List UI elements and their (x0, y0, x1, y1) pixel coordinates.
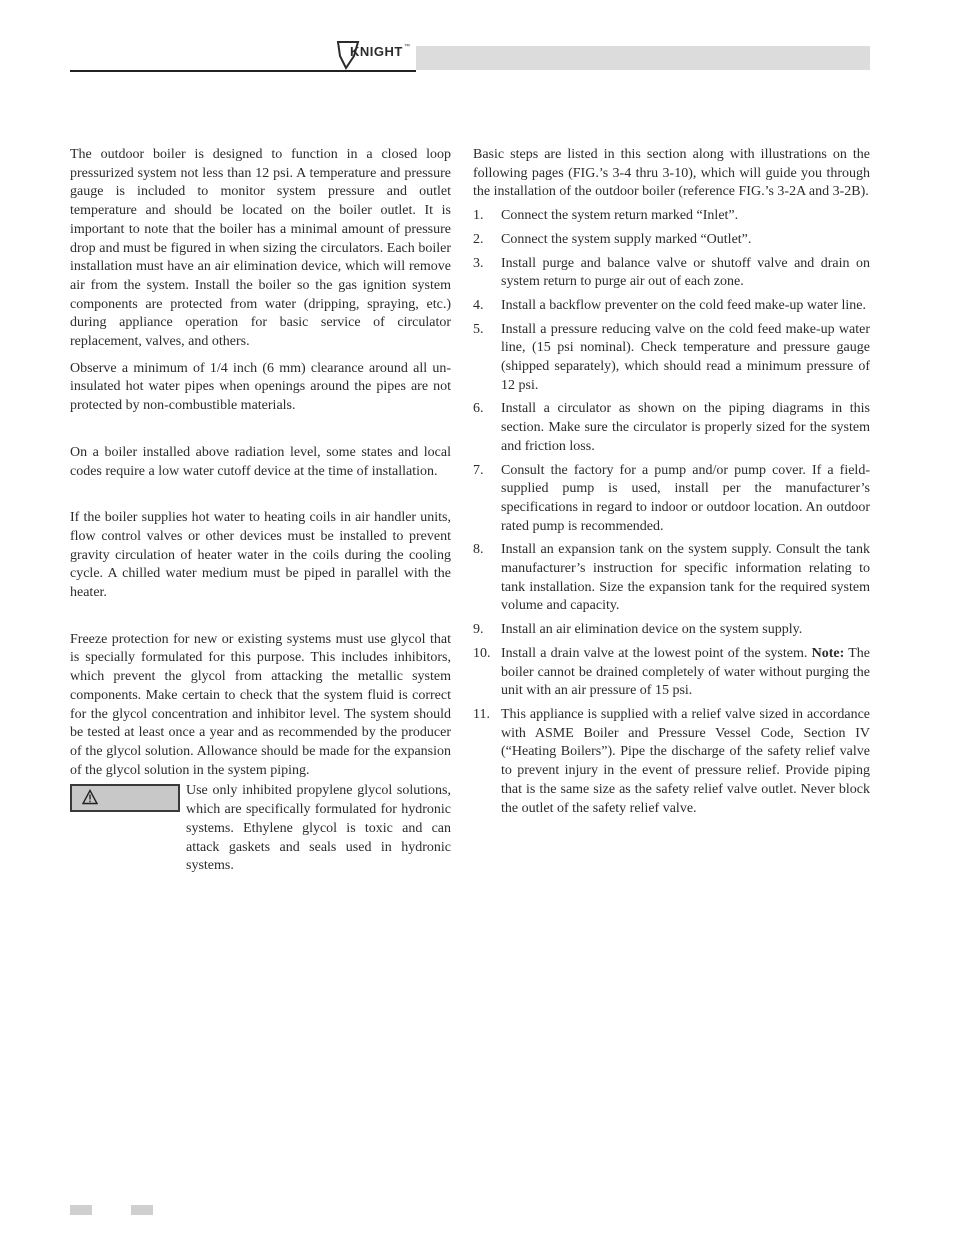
list-item (473, 462, 870, 537)
list-item (473, 645, 870, 701)
step-number: 1. (473, 208, 484, 224)
paragraph-closed-loop: The outdoor boiler is designed to function in a closed loop pressurized system not less than 12 psi. A temperature and pressure gauge is included to monitor system pressure and outlet temperature and should be located on the boiler outlet. It is important to note that the boiler has a minimal amount of pressure drop and must be figured in when sizing the circulators. Each boiler installation must have an air elimination device, which will remove air from the system. Install the boiler so the gas ignition system components are protected from water (dripping, spraying, etc.) during appliance operation for basic service of circulator replacement, valves, and others. (70, 147, 451, 350)
list-item (473, 231, 870, 250)
list-item (473, 321, 870, 396)
note-text: The boiler cannot be drained completely of water without purging the unit with an air pressure of 15 psi. (501, 645, 871, 699)
warning-label-box (70, 784, 180, 812)
installation-steps (473, 207, 870, 818)
paragraph-low-water-cutoff: On a boiler installed above radiation level, some states and local codes require a low water cutoff device at the time of installation. (70, 444, 451, 479)
header-bar (416, 46, 870, 70)
list-item (473, 621, 870, 640)
paragraph-chilled-water: If the boiler supplies hot water to heating coils in air handler units, flow control valves or other devices must be installed to prevent gravity circulation of heater water in the coils during the cooling cycle. A chilled water medium must be piped in parallel with the heater. (70, 510, 451, 601)
step-text: Install a drain valve at the lowest point of the system. (501, 645, 808, 661)
step-number: 2. (473, 231, 484, 247)
step-text: This appliance is supplied with a relief valve sized in accordance with ASME Boiler and Pressure Vessel Code, Section IV (“Heating Boilers”). Pipe the discharge of the safety relief valve to prevent injury in the event of pressure relief. Provide piping that is the same size as the safety relief valve outlet. Never block the outlet of the safety relief valve. (501, 706, 870, 816)
warning-text: Use only inhibited propylene glycol solutions, which are specifically formulated for hydronic systems. Ethylene glycol is toxic and can attack gaskets and seals used in hydronic systems. (186, 783, 451, 874)
left-column (70, 146, 451, 874)
step-number: 10. (473, 645, 491, 661)
step-number: 11. (473, 706, 490, 722)
warning-triangle-icon (82, 789, 98, 805)
step-number: 6. (473, 401, 484, 417)
step-number: 4. (473, 297, 484, 313)
paragraph-clearance: Observe a minimum of 1/4 inch (6 mm) clearance around all un-insulated hot water pipes when openings around the pipes are not protected by non-combustible materials. (70, 360, 451, 414)
list-item (473, 706, 870, 818)
warning-block (70, 782, 451, 874)
list-item (473, 207, 870, 226)
list-item (473, 400, 870, 456)
step-text: Install an air elimination device on the system supply. (501, 622, 803, 638)
step-text: Install a backflow preventer on the cold feed make-up water line. (501, 297, 867, 313)
step-text: Install purge and balance valve or shutoff valve and drain on system return to purge air out of each zone. (501, 255, 870, 290)
paragraph-freeze-protection: Freeze protection for new or existing systems must use glycol that is specially formulated for this purpose. This includes inhibitors, which prevent the glycol from attacking the metallic system components. Make certain to check that the system fluid is correct for the glycol concentration and inhibitor level. The system should be tested at least once a year and as recommended by the producer of the glycol solution. Allowance should be made for the expansion of the glycol solution in the system piping. (70, 631, 451, 778)
step-text: Install a circulator as shown on the piping diagrams in this section. Make sure the circulator is properly sized for the system and friction loss. (501, 401, 870, 454)
note-label: Note: (811, 645, 845, 661)
step-text: Install an expansion tank on the system supply. Consult the tank manufacturer’s instruction for specific information relating to tank installation. Size the expansion tank for the required system volume and capacity. (501, 542, 870, 614)
step-number: 9. (473, 622, 484, 638)
step-number: 3. (473, 255, 484, 271)
step-text: Install a pressure reducing valve on the cold feed make-up water line, (15 psi nominal). Check temperature and pressure gauge (shipped separately), which should read a minimum pressure of 12 psi. (501, 321, 870, 393)
logo-trademark: ™ (404, 44, 410, 50)
step-number: 7. (473, 462, 484, 478)
header-rule (70, 70, 416, 72)
step-text: Connect the system return marked “Inlet”. (501, 208, 739, 224)
footer-marker-right (131, 1205, 153, 1215)
list-item (473, 297, 870, 316)
footer-marker-left (70, 1205, 92, 1215)
installation-intro: Basic steps are listed in this section along with illustrations on the following pages (FIG.’s 3-4 thru 3-10), which will guide you through the installation of the outdoor boiler (reference FIG.’s 3-2A and 3-2B). (473, 147, 870, 200)
step-number: 5. (473, 321, 484, 337)
knight-logo-text: KNIGHT (350, 44, 403, 59)
step-text: Consult the factory for a pump and/or pump cover. If a field-supplied pump is used, install per the manufacturer’s specifications in regard to indoor or outdoor location. An outdoor rated pump is recommended. (501, 462, 870, 534)
step-number: 8. (473, 542, 484, 558)
list-item (473, 541, 870, 616)
step-text: Connect the system supply marked “Outlet”. (501, 231, 752, 247)
right-column (473, 146, 870, 818)
list-item (473, 255, 870, 292)
